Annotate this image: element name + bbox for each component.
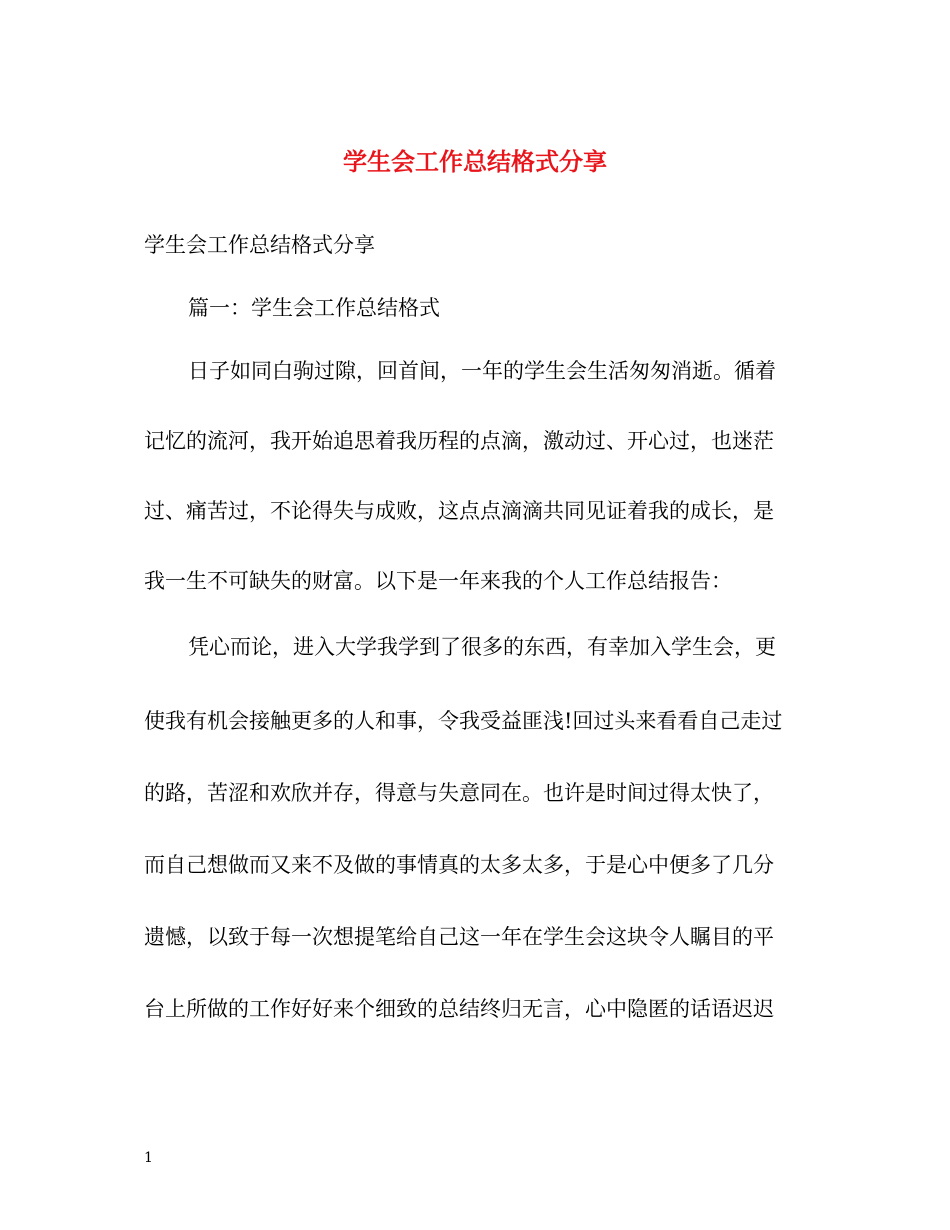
paragraph-line: 日子如同白驹过隙，回首间，一年的学生会生活匆匆消逝。循着 [188, 359, 776, 383]
paragraph-line: 过、痛苦过，不论得失与成败，这点点滴滴共同见证着我的成长，是 [144, 499, 774, 523]
page-number: 1 [144, 1150, 153, 1166]
section-heading: 篇一：学生会工作总结格式 [188, 296, 440, 320]
paragraph-line: 使我有机会接触更多的人和事，令我受益匪浅!回过头来看看自己走过 [144, 709, 783, 733]
paragraph-line: 的路，苦涩和欢欣并存，得意与失意同在。也许是时间过得太快了， [144, 781, 774, 805]
paragraph-line: 遗憾，以致于每一次想提笔给自己这一年在学生会这块令人瞩目的平 [144, 925, 774, 949]
paragraph-line: 我一生不可缺失的财富。以下是一年来我的个人工作总结报告： [144, 569, 732, 593]
document-title: 学生会工作总结格式分享 [343, 147, 607, 176]
paragraph-line: 记忆的流河，我开始追思着我历程的点滴，激动过、开心过，也迷茫 [144, 429, 774, 453]
paragraph-line: 台上所做的工作好好来个细致的总结终归无言，心中隐匿的话语迟迟 [144, 997, 774, 1021]
paragraph-line: 凭心而论，进入大学我学到了很多的东西，有幸加入学生会，更 [188, 635, 776, 659]
paragraph-line: 而自己想做而又来不及做的事情真的太多太多，于是心中便多了几分 [144, 853, 774, 877]
document-subtitle: 学生会工作总结格式分享 [144, 233, 375, 257]
